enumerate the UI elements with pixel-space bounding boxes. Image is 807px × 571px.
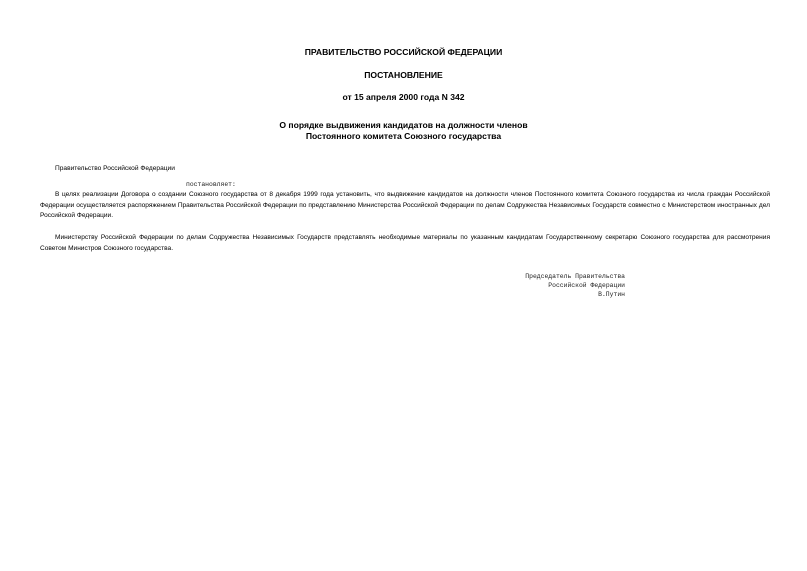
document-title-line-2: Постоянного комитета Союзного государства — [305, 131, 502, 141]
paragraph-1: В целях реализации Договора о создании Союзного государства от 8 декабря 1999 года установить, что выдвижение кандидатов на должности членов Постоянного комитета Союзного государства из числа граждан Российской Федерации осуществляется распоряжением Правительства Российской Федерации по представлению Министерства Российской Федерации по делам Содружества Независимых Государств совместно с Министерством иностранных дел Российской Федерации. — [40, 191, 770, 219]
signature-line-3: В.Путин — [598, 291, 625, 299]
document-type-heading: ПОСТАНОВЛЕНИЕ — [364, 70, 443, 80]
resolves-text: постановляет: — [186, 181, 236, 188]
signature-line-1: Председатель Правительства — [525, 273, 625, 280]
document-title — [0, 120, 807, 142]
paragraph-2: Министерству Российской Федерации по делам Содружества Независимых Государств представлять необходимые материалы по указанным кандидатам Государственному секретарю Союзного государства для рассмотрения Советом Министров Союзного государства. — [40, 234, 770, 252]
date-number-heading: от 15 апреля 2000 года N 342 — [342, 92, 465, 102]
government-heading: ПРАВИТЕЛЬСТВО РОССИЙСКОЙ ФЕДЕРАЦИИ — [304, 47, 503, 57]
document-title-line-1: О порядке выдвижения кандидатов на должности членов — [279, 120, 528, 130]
signature-line-2: Российской Федерации — [548, 282, 625, 290]
intro-text: Правительство Российской Федерации — [55, 165, 175, 172]
signature-block — [480, 272, 625, 300]
